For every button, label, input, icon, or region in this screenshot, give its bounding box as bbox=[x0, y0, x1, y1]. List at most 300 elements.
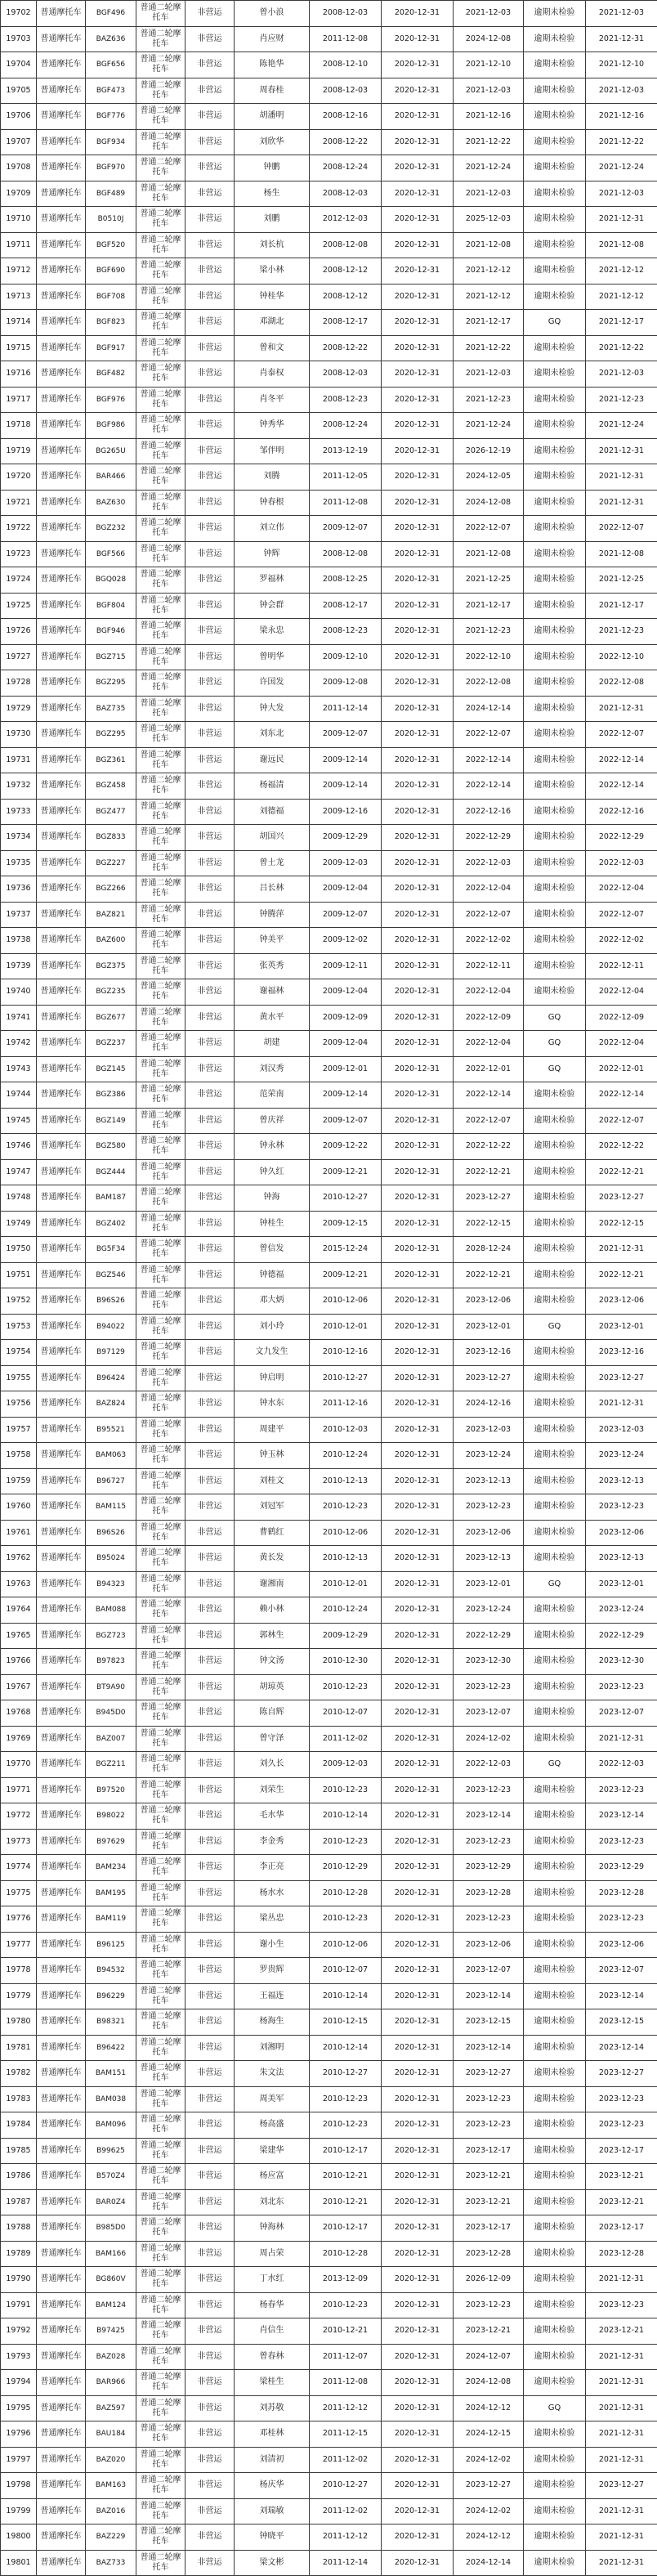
cell-serial: 19780 bbox=[1, 2009, 37, 2036]
cell-inspection-valid-until: 2020-12-31 bbox=[382, 1803, 454, 1830]
cell-first-registration-date: 2011-12-12 bbox=[310, 2395, 382, 2421]
table-row bbox=[1, 2009, 657, 2036]
cell-owner: 肖冬平 bbox=[235, 387, 310, 413]
cell-usage: 非营运 bbox=[185, 928, 235, 954]
cell-first-registration-date: 2009-12-01 bbox=[310, 1056, 382, 1082]
cell-serial: 19798 bbox=[1, 2473, 37, 2499]
cell-overdue-date: 2021-12-17 bbox=[586, 593, 657, 619]
cell-status: 逾期未检验 bbox=[524, 1417, 586, 1443]
cell-overdue-date: 2021-12-08 bbox=[586, 541, 657, 567]
cell-serial: 19712 bbox=[1, 258, 37, 284]
cell-vehicle-type: 普通二轮摩托车 bbox=[136, 1520, 185, 1546]
cell-plate-type: 普通摩托车 bbox=[37, 2498, 86, 2524]
cell-plate-number: BAZ597 bbox=[86, 2395, 136, 2421]
cell-inspection-valid-until: 2020-12-31 bbox=[382, 2138, 454, 2164]
cell-inspection-valid-until: 2020-12-31 bbox=[382, 747, 454, 773]
cell-overdue-date: 2023-12-06 bbox=[586, 1288, 657, 1315]
cell-vehicle-type: 普通二轮摩托车 bbox=[136, 1262, 185, 1288]
cell-inspection-valid-until: 2020-12-31 bbox=[382, 2267, 454, 2293]
cell-serial: 19745 bbox=[1, 1108, 37, 1134]
cell-first-registration-date: 2010-12-21 bbox=[310, 2189, 382, 2215]
cell-first-registration-date: 2009-12-03 bbox=[310, 850, 382, 876]
cell-serial: 19722 bbox=[1, 516, 37, 542]
cell-plate-type: 普通摩托车 bbox=[37, 2241, 86, 2267]
cell-scrap-deadline: 2024-12-16 bbox=[454, 1391, 524, 1418]
cell-scrap-deadline: 2024-12-02 bbox=[454, 1726, 524, 1752]
cell-plate-number: BAM187 bbox=[86, 1185, 136, 1212]
cell-inspection-valid-until: 2020-12-31 bbox=[382, 1623, 454, 1649]
cell-plate-number: BGF970 bbox=[86, 155, 136, 181]
cell-status: 逾期未检验 bbox=[524, 1674, 586, 1700]
cell-vehicle-type: 普通二轮摩托车 bbox=[136, 2498, 185, 2524]
cell-scrap-deadline: 2023-12-03 bbox=[454, 1417, 524, 1443]
cell-first-registration-date: 2010-12-21 bbox=[310, 2318, 382, 2345]
cell-inspection-valid-until: 2020-12-31 bbox=[382, 1546, 454, 1572]
cell-status: 逾期未检验 bbox=[524, 2524, 586, 2551]
cell-plate-number: BAM038 bbox=[86, 2086, 136, 2112]
cell-vehicle-type: 普通二轮摩托车 bbox=[136, 928, 185, 954]
cell-scrap-deadline: 2022-12-03 bbox=[454, 1752, 524, 1778]
cell-plate-type: 普通摩托车 bbox=[37, 1082, 86, 1109]
cell-plate-type: 普通摩托车 bbox=[37, 361, 86, 388]
cell-plate-number: BGZ458 bbox=[86, 773, 136, 800]
cell-overdue-date: 2022-12-07 bbox=[586, 1108, 657, 1134]
cell-status: 逾期未检验 bbox=[524, 1365, 586, 1391]
cell-serial: 19741 bbox=[1, 1005, 37, 1031]
cell-status: 逾期未检验 bbox=[524, 696, 586, 722]
cell-usage: 非营运 bbox=[185, 1082, 235, 1109]
cell-status: 逾期未检验 bbox=[524, 387, 586, 413]
cell-vehicle-type: 普通二轮摩托车 bbox=[136, 1211, 185, 1237]
cell-serial: 19778 bbox=[1, 1958, 37, 1984]
cell-vehicle-type: 普通二轮摩托车 bbox=[136, 1700, 185, 1727]
cell-overdue-date: 2023-12-28 bbox=[586, 1880, 657, 1906]
cell-usage: 非营运 bbox=[185, 1880, 235, 1906]
cell-inspection-valid-until: 2020-12-31 bbox=[382, 593, 454, 619]
cell-serial: 19757 bbox=[1, 1417, 37, 1443]
cell-inspection-valid-until: 2020-12-31 bbox=[382, 2473, 454, 2499]
cell-status: 逾期未检验 bbox=[524, 2267, 586, 2293]
cell-plate-number: BAM195 bbox=[86, 1880, 136, 1906]
cell-plate-number: BAZ735 bbox=[86, 696, 136, 722]
cell-first-registration-date: 2009-12-04 bbox=[310, 1031, 382, 1057]
cell-first-registration-date: 2010-12-23 bbox=[310, 2112, 382, 2139]
cell-first-registration-date: 2013-12-19 bbox=[310, 438, 382, 464]
cell-status: 逾期未检验 bbox=[524, 1443, 586, 1469]
cell-plate-number: B0510J bbox=[86, 207, 136, 233]
cell-usage: 非营运 bbox=[185, 2344, 235, 2370]
cell-plate-number: BGF946 bbox=[86, 619, 136, 645]
cell-serial: 19730 bbox=[1, 722, 37, 748]
cell-scrap-deadline: 2021-12-03 bbox=[454, 361, 524, 388]
cell-usage: 非营运 bbox=[185, 2189, 235, 2215]
cell-inspection-valid-until: 2020-12-31 bbox=[382, 490, 454, 516]
cell-first-registration-date: 2009-12-04 bbox=[310, 979, 382, 1006]
cell-plate-number: BAR966 bbox=[86, 2370, 136, 2396]
cell-plate-number: B97629 bbox=[86, 1829, 136, 1855]
cell-owner: 郭林生 bbox=[235, 1623, 310, 1649]
cell-serial: 19777 bbox=[1, 1932, 37, 1958]
cell-scrap-deadline: 2021-12-03 bbox=[454, 78, 524, 104]
cell-vehicle-type: 普通二轮摩托车 bbox=[136, 825, 185, 851]
cell-usage: 非营运 bbox=[185, 387, 235, 413]
cell-scrap-deadline: 2021-12-23 bbox=[454, 619, 524, 645]
cell-usage: 非营运 bbox=[185, 1932, 235, 1958]
cell-vehicle-type: 普通二轮摩托车 bbox=[136, 1649, 185, 1675]
cell-serial: 19783 bbox=[1, 2086, 37, 2112]
cell-overdue-date: 2023-12-03 bbox=[586, 1417, 657, 1443]
cell-serial: 19761 bbox=[1, 1520, 37, 1546]
cell-inspection-valid-until: 2020-12-31 bbox=[382, 1468, 454, 1494]
cell-overdue-date: 2023-12-29 bbox=[586, 1855, 657, 1881]
cell-status: 逾期未检验 bbox=[524, 902, 586, 928]
cell-first-registration-date: 2009-12-22 bbox=[310, 1134, 382, 1160]
cell-owner: 刘苏敬 bbox=[235, 2395, 310, 2421]
cell-scrap-deadline: 2022-12-04 bbox=[454, 979, 524, 1006]
cell-status: 逾期未检验 bbox=[524, 361, 586, 388]
cell-inspection-valid-until: 2020-12-31 bbox=[382, 619, 454, 645]
cell-inspection-valid-until: 2020-12-31 bbox=[382, 2035, 454, 2061]
cell-plate-number: BG5F34 bbox=[86, 1237, 136, 1263]
cell-owner: 赖小林 bbox=[235, 1597, 310, 1624]
cell-vehicle-type: 普通二轮摩托车 bbox=[136, 1597, 185, 1624]
cell-inspection-valid-until: 2020-12-31 bbox=[382, 155, 454, 181]
cell-plate-number: BGF489 bbox=[86, 181, 136, 207]
cell-vehicle-type: 普通二轮摩托车 bbox=[136, 567, 185, 594]
cell-owner: 钟海林 bbox=[235, 2215, 310, 2242]
cell-owner: 钟辉 bbox=[235, 541, 310, 567]
cell-usage: 非营运 bbox=[185, 1237, 235, 1263]
cell-first-registration-date: 2010-12-27 bbox=[310, 1365, 382, 1391]
cell-plate-type: 普通摩托车 bbox=[37, 78, 86, 104]
cell-serial: 19746 bbox=[1, 1134, 37, 1160]
cell-usage: 非营运 bbox=[185, 104, 235, 130]
cell-plate-number: BAM124 bbox=[86, 2292, 136, 2318]
cell-owner: 邓湖北 bbox=[235, 310, 310, 336]
cell-plate-number: BGZ211 bbox=[86, 1752, 136, 1778]
cell-inspection-valid-until: 2020-12-31 bbox=[382, 1391, 454, 1418]
cell-vehicle-type: 普通二轮摩托车 bbox=[136, 2473, 185, 2499]
cell-owner: 陈自辉 bbox=[235, 1700, 310, 1727]
cell-first-registration-date: 2009-12-03 bbox=[310, 1752, 382, 1778]
cell-overdue-date: 2023-12-14 bbox=[586, 1983, 657, 2009]
cell-usage: 非营运 bbox=[185, 1958, 235, 1984]
cell-serial: 19758 bbox=[1, 1443, 37, 1469]
cell-vehicle-type: 普通二轮摩托车 bbox=[136, 335, 185, 361]
cell-plate-type: 普通摩托车 bbox=[37, 541, 86, 567]
cell-vehicle-type: 普通二轮摩托车 bbox=[136, 387, 185, 413]
cell-plate-number: B98022 bbox=[86, 1803, 136, 1830]
cell-status: 逾期未检验 bbox=[524, 2498, 586, 2524]
cell-inspection-valid-until: 2020-12-31 bbox=[382, 722, 454, 748]
cell-first-registration-date: 2010-12-03 bbox=[310, 1417, 382, 1443]
cell-status: 逾期未检验 bbox=[524, 2292, 586, 2318]
cell-inspection-valid-until: 2020-12-31 bbox=[382, 1958, 454, 1984]
cell-serial: 19789 bbox=[1, 2241, 37, 2267]
cell-plate-type: 普通摩托车 bbox=[37, 1649, 86, 1675]
cell-scrap-deadline: 2022-12-09 bbox=[454, 1005, 524, 1031]
cell-vehicle-type: 普通二轮摩托车 bbox=[136, 670, 185, 697]
cell-overdue-date: 2023-12-16 bbox=[586, 1340, 657, 1366]
table-row bbox=[1, 2189, 657, 2215]
cell-status: 逾期未检验 bbox=[524, 541, 586, 567]
cell-plate-number: B96229 bbox=[86, 1983, 136, 2009]
cell-first-registration-date: 2008-12-08 bbox=[310, 232, 382, 258]
cell-plate-number: B96424 bbox=[86, 1365, 136, 1391]
cell-first-registration-date: 2009-12-29 bbox=[310, 825, 382, 851]
cell-scrap-deadline: 2022-12-07 bbox=[454, 1108, 524, 1134]
cell-plate-number: BGF482 bbox=[86, 361, 136, 388]
cell-serial: 19800 bbox=[1, 2524, 37, 2551]
cell-scrap-deadline: 2023-12-06 bbox=[454, 1932, 524, 1958]
cell-status: 逾期未检验 bbox=[524, 619, 586, 645]
cell-owner: 文九发生 bbox=[235, 1340, 310, 1366]
cell-plate-number: BGZ477 bbox=[86, 799, 136, 825]
cell-overdue-date: 2021-12-31 bbox=[586, 1391, 657, 1418]
cell-plate-number: BGZ235 bbox=[86, 979, 136, 1006]
cell-inspection-valid-until: 2020-12-31 bbox=[382, 979, 454, 1006]
cell-plate-type: 普通摩托车 bbox=[37, 464, 86, 491]
cell-plate-number: BAZ229 bbox=[86, 2524, 136, 2551]
cell-usage: 非营运 bbox=[185, 438, 235, 464]
cell-plate-number: BAZ016 bbox=[86, 2498, 136, 2524]
cell-owner: 梁小林 bbox=[235, 258, 310, 284]
cell-plate-number: BGZ295 bbox=[86, 670, 136, 697]
cell-status: 逾期未检验 bbox=[524, 2138, 586, 2164]
cell-plate-type: 普通摩托车 bbox=[37, 1185, 86, 1212]
cell-overdue-date: 2021-12-23 bbox=[586, 619, 657, 645]
cell-plate-type: 普通摩托车 bbox=[37, 2215, 86, 2242]
cell-inspection-valid-until: 2020-12-31 bbox=[382, 1520, 454, 1546]
cell-status: GQ bbox=[524, 1571, 586, 1597]
cell-vehicle-type: 普通二轮摩托车 bbox=[136, 541, 185, 567]
cell-serial: 19723 bbox=[1, 541, 37, 567]
cell-overdue-date: 2023-12-24 bbox=[586, 1443, 657, 1469]
cell-overdue-date: 2021-12-22 bbox=[586, 129, 657, 155]
cell-scrap-deadline: 2023-12-28 bbox=[454, 2241, 524, 2267]
cell-scrap-deadline: 2023-12-21 bbox=[454, 2318, 524, 2345]
cell-scrap-deadline: 2022-12-29 bbox=[454, 1623, 524, 1649]
cell-vehicle-type: 普通二轮摩托车 bbox=[136, 850, 185, 876]
cell-usage: 非营运 bbox=[185, 722, 235, 748]
cell-overdue-date: 2022-12-14 bbox=[586, 773, 657, 800]
cell-status: 逾期未检验 bbox=[524, 2344, 586, 2370]
cell-overdue-date: 2021-12-16 bbox=[586, 104, 657, 130]
cell-serial: 19711 bbox=[1, 232, 37, 258]
cell-first-registration-date: 2009-12-10 bbox=[310, 644, 382, 670]
cell-usage: 非营运 bbox=[185, 2241, 235, 2267]
cell-scrap-deadline: 2023-12-27 bbox=[454, 1365, 524, 1391]
table-row bbox=[1, 1494, 657, 1521]
cell-plate-type: 普通摩托车 bbox=[37, 2138, 86, 2164]
cell-status: 逾期未检验 bbox=[524, 1494, 586, 1521]
cell-plate-type: 普通摩托车 bbox=[37, 2318, 86, 2345]
cell-serial: 19731 bbox=[1, 747, 37, 773]
cell-usage: 非营运 bbox=[185, 1185, 235, 1212]
table-row bbox=[1, 1546, 657, 1572]
cell-first-registration-date: 2010-12-14 bbox=[310, 1803, 382, 1830]
cell-serial: 19784 bbox=[1, 2112, 37, 2139]
cell-plate-type: 普通摩托车 bbox=[37, 2086, 86, 2112]
cell-serial: 19724 bbox=[1, 567, 37, 594]
cell-status: 逾期未检验 bbox=[524, 1468, 586, 1494]
cell-first-registration-date: 2008-12-22 bbox=[310, 129, 382, 155]
cell-vehicle-type: 普通二轮摩托车 bbox=[136, 1674, 185, 1700]
cell-status: 逾期未检验 bbox=[524, 26, 586, 52]
cell-plate-number: B95521 bbox=[86, 1417, 136, 1443]
cell-plate-type: 普通摩托车 bbox=[37, 1700, 86, 1727]
cell-overdue-date: 2021-12-23 bbox=[586, 387, 657, 413]
cell-plate-type: 普通摩托车 bbox=[37, 1391, 86, 1418]
table-row bbox=[1, 438, 657, 464]
cell-owner: 钟腾萍 bbox=[235, 902, 310, 928]
cell-owner: 朱文法 bbox=[235, 2061, 310, 2087]
cell-plate-type: 普通摩托车 bbox=[37, 2009, 86, 2036]
cell-owner: 王福连 bbox=[235, 1983, 310, 2009]
cell-inspection-valid-until: 2020-12-31 bbox=[382, 1314, 454, 1340]
cell-plate-type: 普通摩托车 bbox=[37, 1906, 86, 1933]
cell-vehicle-type: 普通二轮摩托车 bbox=[136, 722, 185, 748]
cell-overdue-date: 2021-12-25 bbox=[586, 567, 657, 594]
cell-inspection-valid-until: 2020-12-31 bbox=[382, 1159, 454, 1185]
cell-owner: 谢远民 bbox=[235, 747, 310, 773]
cell-usage: 非营运 bbox=[185, 2086, 235, 2112]
cell-overdue-date: 2021-12-03 bbox=[586, 361, 657, 388]
cell-usage: 非营运 bbox=[185, 567, 235, 594]
cell-plate-type: 普通摩托车 bbox=[37, 1417, 86, 1443]
cell-status: 逾期未检验 bbox=[524, 876, 586, 903]
cell-scrap-deadline: 2024-12-14 bbox=[454, 696, 524, 722]
cell-vehicle-type: 普通二轮摩托车 bbox=[136, 2344, 185, 2370]
cell-overdue-date: 2021-12-31 bbox=[586, 490, 657, 516]
cell-plate-type: 普通摩托车 bbox=[37, 2524, 86, 2551]
cell-serial: 19786 bbox=[1, 2164, 37, 2190]
table-row bbox=[1, 26, 657, 52]
cell-plate-type: 普通摩托车 bbox=[37, 902, 86, 928]
cell-first-registration-date: 2010-12-15 bbox=[310, 2009, 382, 2036]
table-row bbox=[1, 232, 657, 258]
cell-plate-type: 普通摩托车 bbox=[37, 52, 86, 78]
cell-vehicle-type: 普通二轮摩托车 bbox=[136, 2035, 185, 2061]
cell-overdue-date: 2021-12-03 bbox=[586, 78, 657, 104]
cell-status: 逾期未检验 bbox=[524, 2086, 586, 2112]
cell-owner: 钟永林 bbox=[235, 1134, 310, 1160]
table-row bbox=[1, 2112, 657, 2139]
cell-inspection-valid-until: 2020-12-31 bbox=[382, 310, 454, 336]
cell-serial: 19753 bbox=[1, 1314, 37, 1340]
cell-first-registration-date: 2009-12-14 bbox=[310, 773, 382, 800]
cell-usage: 非营运 bbox=[185, 2112, 235, 2139]
cell-plate-number: BGZ149 bbox=[86, 1108, 136, 1134]
cell-first-registration-date: 2009-12-16 bbox=[310, 799, 382, 825]
cell-scrap-deadline: 2021-12-16 bbox=[454, 104, 524, 130]
cell-usage: 非营运 bbox=[185, 1623, 235, 1649]
cell-owner: 钟玉林 bbox=[235, 1443, 310, 1469]
cell-serial: 19744 bbox=[1, 1082, 37, 1109]
cell-plate-type: 普通摩托车 bbox=[37, 1803, 86, 1830]
cell-plate-number: BGF934 bbox=[86, 129, 136, 155]
table-row bbox=[1, 2267, 657, 2293]
cell-first-registration-date: 2009-12-14 bbox=[310, 1082, 382, 1109]
cell-serial: 19715 bbox=[1, 335, 37, 361]
cell-usage: 非营运 bbox=[185, 747, 235, 773]
cell-plate-number: BAZ007 bbox=[86, 1726, 136, 1752]
cell-inspection-valid-until: 2020-12-31 bbox=[382, 1262, 454, 1288]
cell-first-registration-date: 2009-12-29 bbox=[310, 1623, 382, 1649]
cell-usage: 非营运 bbox=[185, 516, 235, 542]
cell-usage: 非营运 bbox=[185, 2370, 235, 2396]
cell-plate-type: 普通摩托车 bbox=[37, 2421, 86, 2448]
table-row bbox=[1, 284, 657, 310]
cell-overdue-date: 2022-12-02 bbox=[586, 928, 657, 954]
table-row bbox=[1, 1752, 657, 1778]
cell-owner: 钟美平 bbox=[235, 928, 310, 954]
cell-status: 逾期未检验 bbox=[524, 1340, 586, 1366]
cell-vehicle-type: 普通二轮摩托车 bbox=[136, 2086, 185, 2112]
cell-serial: 19743 bbox=[1, 1056, 37, 1082]
cell-inspection-valid-until: 2020-12-31 bbox=[382, 1649, 454, 1675]
cell-owner: 周美军 bbox=[235, 2086, 310, 2112]
table-row bbox=[1, 2524, 657, 2551]
cell-first-registration-date: 2010-12-14 bbox=[310, 2035, 382, 2061]
cell-serial: 19756 bbox=[1, 1391, 37, 1418]
cell-serial: 19707 bbox=[1, 129, 37, 155]
cell-serial: 19714 bbox=[1, 310, 37, 336]
table-row bbox=[1, 1134, 657, 1160]
cell-serial: 19738 bbox=[1, 928, 37, 954]
cell-inspection-valid-until: 2020-12-31 bbox=[382, 876, 454, 903]
cell-plate-number: BGZ386 bbox=[86, 1082, 136, 1109]
cell-plate-type: 普通摩托车 bbox=[37, 181, 86, 207]
cell-scrap-deadline: 2021-12-10 bbox=[454, 52, 524, 78]
cell-first-registration-date: 2010-12-21 bbox=[310, 2164, 382, 2190]
cell-overdue-date: 2021-12-31 bbox=[586, 2344, 657, 2370]
table-row bbox=[1, 902, 657, 928]
cell-owner: 梁建华 bbox=[235, 2138, 310, 2164]
cell-owner: 李正亮 bbox=[235, 1855, 310, 1881]
cell-status: 逾期未检验 bbox=[524, 52, 586, 78]
cell-overdue-date: 2021-12-31 bbox=[586, 438, 657, 464]
cell-owner: 杨海生 bbox=[235, 2009, 310, 2036]
cell-overdue-date: 2022-12-14 bbox=[586, 747, 657, 773]
cell-serial: 19788 bbox=[1, 2215, 37, 2242]
cell-overdue-date: 2022-12-14 bbox=[586, 1082, 657, 1109]
cell-owner: 刘东北 bbox=[235, 722, 310, 748]
cell-scrap-deadline: 2023-12-13 bbox=[454, 1468, 524, 1494]
cell-first-registration-date: 2008-12-08 bbox=[310, 541, 382, 567]
cell-scrap-deadline: 2023-12-30 bbox=[454, 1649, 524, 1675]
cell-plate-type: 普通摩托车 bbox=[37, 1597, 86, 1624]
cell-scrap-deadline: 2022-12-01 bbox=[454, 1056, 524, 1082]
cell-inspection-valid-until: 2020-12-31 bbox=[382, 1700, 454, 1727]
cell-inspection-valid-until: 2020-12-31 bbox=[382, 284, 454, 310]
cell-inspection-valid-until: 2020-12-31 bbox=[382, 773, 454, 800]
cell-serial: 19732 bbox=[1, 773, 37, 800]
cell-usage: 非营运 bbox=[185, 953, 235, 979]
table-row bbox=[1, 1262, 657, 1288]
cell-usage: 非营运 bbox=[185, 1005, 235, 1031]
cell-plate-type: 普通摩托车 bbox=[37, 825, 86, 851]
cell-owner: 钟鹏 bbox=[235, 155, 310, 181]
cell-usage: 非营运 bbox=[185, 1468, 235, 1494]
cell-plate-type: 普通摩托车 bbox=[37, 773, 86, 800]
cell-overdue-date: 2023-12-30 bbox=[586, 1649, 657, 1675]
cell-scrap-deadline: 2024-12-14 bbox=[454, 2550, 524, 2576]
cell-plate-number: BAR0Z4 bbox=[86, 2189, 136, 2215]
cell-overdue-date: 2022-12-07 bbox=[586, 902, 657, 928]
cell-inspection-valid-until: 2020-12-31 bbox=[382, 335, 454, 361]
cell-scrap-deadline: 2024-12-05 bbox=[454, 464, 524, 491]
